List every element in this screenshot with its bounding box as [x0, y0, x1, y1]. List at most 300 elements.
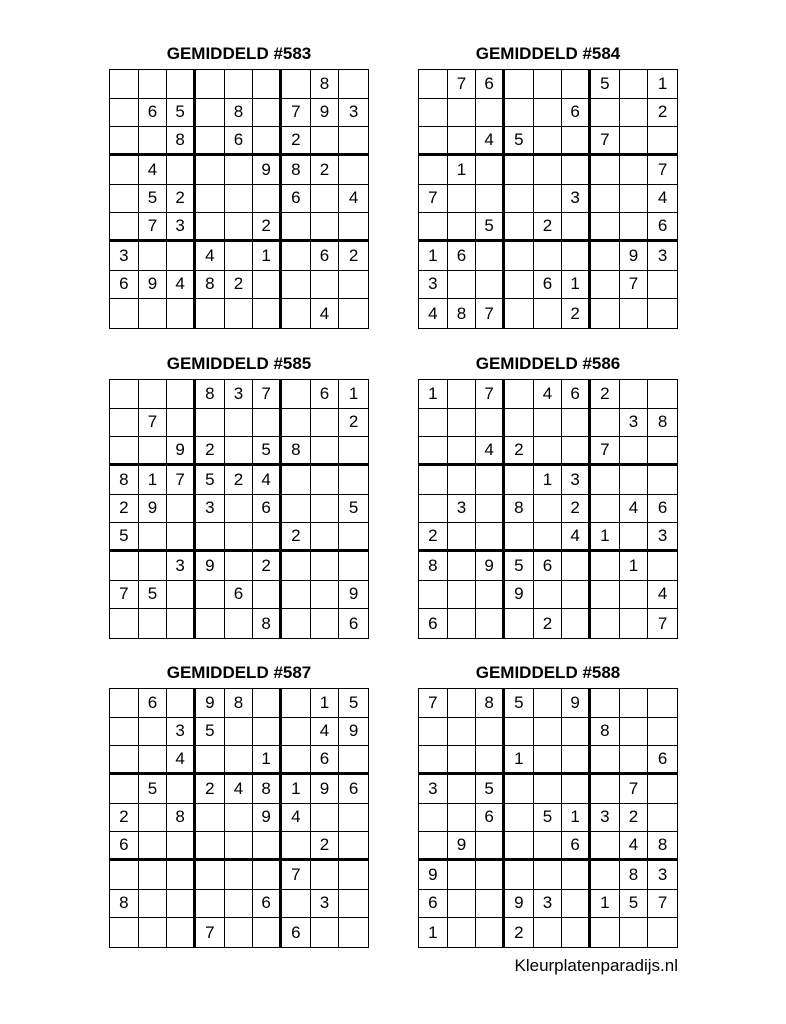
sudoku-cell [562, 242, 591, 271]
sudoku-cell [534, 99, 563, 128]
sudoku-cell [282, 689, 311, 718]
sudoku-cell [648, 466, 677, 495]
sudoku-cell: 3 [648, 523, 677, 552]
sudoku-cell: 6 [648, 213, 677, 242]
sudoku-cell [419, 437, 448, 466]
sudoku-cell: 5 [139, 185, 168, 214]
sudoku-cell [225, 746, 254, 775]
sudoku-cell [225, 70, 254, 99]
sudoku-cell [110, 437, 139, 466]
sudoku-cell: 7 [419, 185, 448, 214]
sudoku-cell [282, 609, 311, 638]
sudoku-cell: 9 [505, 890, 534, 919]
sudoku-cell: 1 [139, 466, 168, 495]
sudoku-cell [620, 185, 649, 214]
sudoku-cell: 2 [110, 804, 139, 833]
sudoku-cell [448, 746, 477, 775]
sudoku-cell: 1 [505, 746, 534, 775]
sudoku-cell [534, 127, 563, 156]
sudoku-cell [139, 832, 168, 861]
sudoku-cell: 6 [648, 495, 677, 524]
sudoku-cell [448, 718, 477, 747]
sudoku-cell [534, 861, 563, 890]
sudoku-cell: 3 [167, 552, 196, 581]
sudoku-cell: 3 [591, 804, 620, 833]
sudoku-cell [505, 409, 534, 438]
sudoku-cell [167, 890, 196, 919]
sudoku-cell: 4 [562, 523, 591, 552]
sudoku-cell [282, 380, 311, 409]
sudoku-cell [448, 409, 477, 438]
sudoku-cell [448, 775, 477, 804]
sudoku-cell [591, 775, 620, 804]
sudoku-cell [448, 271, 477, 300]
sudoku-cell [620, 299, 649, 328]
sudoku-cell: 7 [139, 409, 168, 438]
sudoku-cell [591, 832, 620, 861]
puzzle-title: GEMIDDELD #588 [475, 663, 621, 682]
sudoku-cell [311, 523, 340, 552]
sudoku-cell [311, 804, 340, 833]
sudoku-cell: 6 [253, 495, 282, 524]
sudoku-cell [562, 213, 591, 242]
sudoku-cell [225, 409, 254, 438]
sudoku-cell [253, 581, 282, 610]
sudoku-cell [225, 609, 254, 638]
sudoku-cell [505, 775, 534, 804]
sudoku-cell [620, 581, 649, 610]
sudoku-cell [620, 213, 649, 242]
sudoku-cell [448, 861, 477, 890]
sudoku-cell [110, 99, 139, 128]
sudoku-cell [534, 437, 563, 466]
sudoku-cell: 5 [139, 581, 168, 610]
sudoku-cell: 8 [167, 804, 196, 833]
puzzle-title: GEMIDDELD #587 [166, 663, 312, 682]
sudoku-cell [620, 746, 649, 775]
sudoku-cell [505, 804, 534, 833]
puzzle-title: GEMIDDELD #586 [475, 354, 621, 373]
sudoku-cell: 3 [339, 99, 368, 128]
sudoku-cell [339, 213, 368, 242]
sudoku-cell [419, 495, 448, 524]
sudoku-cell: 4 [476, 127, 505, 156]
sudoku-cell [476, 832, 505, 861]
sudoku-cell [282, 832, 311, 861]
sudoku-cell [139, 70, 168, 99]
sudoku-cell [591, 466, 620, 495]
sudoku-cell [448, 804, 477, 833]
sudoku-cell [167, 156, 196, 185]
sudoku-cell [339, 552, 368, 581]
sudoku-cell: 2 [339, 242, 368, 271]
sudoku-cell [534, 156, 563, 185]
sudoku-cell: 6 [534, 271, 563, 300]
sudoku-cell: 5 [196, 466, 225, 495]
sudoku-cell: 1 [448, 156, 477, 185]
sudoku-cell: 9 [448, 832, 477, 861]
sudoku-cell [648, 299, 677, 328]
sudoku-cell [505, 70, 534, 99]
sudoku-cell [534, 495, 563, 524]
sudoku-cell [448, 552, 477, 581]
sudoku-cell [196, 523, 225, 552]
sudoku-cell [311, 495, 340, 524]
sudoku-cell [534, 746, 563, 775]
sudoku-grid [109, 69, 369, 329]
sudoku-cell [225, 552, 254, 581]
sudoku-grid [418, 379, 678, 639]
sudoku-cell: 3 [648, 861, 677, 890]
sudoku-cell: 6 [253, 890, 282, 919]
sudoku-cell: 4 [339, 185, 368, 214]
sudoku-cell [139, 380, 168, 409]
sudoku-cell: 2 [110, 495, 139, 524]
sudoku-cell [534, 918, 563, 947]
sudoku-cell [110, 213, 139, 242]
sudoku-cell [282, 495, 311, 524]
sudoku-cell: 6 [419, 609, 448, 638]
sudoku-cell [110, 299, 139, 328]
sudoku-cell: 6 [110, 271, 139, 300]
sudoku-cell [591, 609, 620, 638]
sudoku-cell [648, 718, 677, 747]
sudoku-cell: 1 [253, 746, 282, 775]
sudoku-cell [196, 70, 225, 99]
sudoku-cell: 7 [282, 861, 311, 890]
sudoku-cell [225, 832, 254, 861]
sudoku-cell [225, 156, 254, 185]
sudoku-cell [476, 466, 505, 495]
sudoku-cell [505, 523, 534, 552]
sudoku-cell: 3 [419, 775, 448, 804]
sudoku-cell: 8 [419, 552, 448, 581]
sudoku-cell [225, 861, 254, 890]
sudoku-cell: 9 [253, 156, 282, 185]
sudoku-cell [620, 437, 649, 466]
sudoku-cell [505, 99, 534, 128]
sudoku-cell: 6 [225, 127, 254, 156]
sudoku-cell [476, 581, 505, 610]
sudoku-cell: 4 [534, 380, 563, 409]
sudoku-grid [418, 688, 678, 948]
sudoku-cell [339, 127, 368, 156]
sudoku-cell [167, 832, 196, 861]
sudoku-cell: 4 [225, 775, 254, 804]
sudoku-cell: 8 [282, 156, 311, 185]
sudoku-cell [448, 890, 477, 919]
sudoku-cell: 8 [167, 127, 196, 156]
sudoku-cell: 6 [311, 242, 340, 271]
sudoku-cell [196, 890, 225, 919]
sudoku-cell [339, 299, 368, 328]
sudoku-cell: 6 [562, 380, 591, 409]
sudoku-cell [225, 495, 254, 524]
sudoku-cell: 6 [110, 832, 139, 861]
sudoku-cell: 4 [620, 495, 649, 524]
sudoku-cell [476, 718, 505, 747]
sudoku-cell [110, 609, 139, 638]
sudoku-cell: 5 [505, 127, 534, 156]
sudoku-cell [562, 718, 591, 747]
sudoku-cell [505, 299, 534, 328]
sudoku-cell [591, 242, 620, 271]
sudoku-cell [167, 299, 196, 328]
sudoku-cell [591, 299, 620, 328]
sudoku-cell: 1 [419, 242, 448, 271]
sudoku-cell [448, 127, 477, 156]
sudoku-cell [448, 466, 477, 495]
sudoku-cell: 6 [311, 746, 340, 775]
sudoku-cell [448, 380, 477, 409]
sudoku-cell: 3 [311, 890, 340, 919]
sudoku-cell [311, 213, 340, 242]
sudoku-cell: 1 [591, 890, 620, 919]
sudoku-cell [419, 746, 448, 775]
sudoku-cell [225, 890, 254, 919]
sudoku-cell: 2 [253, 552, 282, 581]
sudoku-cell: 9 [311, 99, 340, 128]
sudoku-cell: 7 [591, 127, 620, 156]
sudoku-cell [311, 918, 340, 947]
sudoku-cell: 2 [648, 99, 677, 128]
sudoku-cell: 7 [139, 213, 168, 242]
sudoku-cell [591, 271, 620, 300]
sudoku-cell [448, 523, 477, 552]
sudoku-cell [253, 861, 282, 890]
sudoku-cell: 3 [562, 466, 591, 495]
sudoku-cell [167, 689, 196, 718]
sudoku-cell: 9 [419, 861, 448, 890]
sudoku-cell: 1 [562, 271, 591, 300]
sudoku-cell [620, 156, 649, 185]
sudoku-cell [419, 718, 448, 747]
sudoku-cell: 2 [225, 271, 254, 300]
sudoku-cell: 8 [282, 437, 311, 466]
sudoku-cell [648, 804, 677, 833]
sudoku-cell: 7 [419, 689, 448, 718]
site-credit: Kleurplatenparadijs.nl [514, 956, 678, 975]
sudoku-cell [167, 861, 196, 890]
puzzle-title: GEMIDDELD #585 [166, 354, 312, 373]
sudoku-cell [591, 156, 620, 185]
sudoku-cell: 5 [534, 804, 563, 833]
sudoku-cell [620, 609, 649, 638]
sudoku-cell: 1 [282, 775, 311, 804]
sudoku-cell [419, 409, 448, 438]
sudoku-cell: 6 [282, 185, 311, 214]
sudoku-cell [253, 70, 282, 99]
sudoku-cell: 1 [339, 380, 368, 409]
sudoku-cell [419, 804, 448, 833]
sudoku-cell [196, 127, 225, 156]
sudoku-cell [339, 804, 368, 833]
sudoku-cell [419, 99, 448, 128]
sudoku-cell [167, 409, 196, 438]
sudoku-cell [196, 861, 225, 890]
puzzle-title: GEMIDDELD #583 [166, 44, 312, 63]
sudoku-cell [167, 495, 196, 524]
sudoku-cell: 8 [448, 299, 477, 328]
sudoku-cell: 5 [591, 70, 620, 99]
sudoku-cell [648, 918, 677, 947]
sudoku-cell [419, 127, 448, 156]
sudoku-cell: 8 [311, 70, 340, 99]
sudoku-cell [311, 127, 340, 156]
sudoku-cell [225, 437, 254, 466]
sudoku-cell [448, 689, 477, 718]
sudoku-cell [476, 609, 505, 638]
sudoku-cell: 8 [476, 689, 505, 718]
sudoku-cell [253, 185, 282, 214]
sudoku-cell [505, 718, 534, 747]
sudoku-cell [620, 127, 649, 156]
sudoku-cell [196, 409, 225, 438]
sudoku-cell [448, 213, 477, 242]
sudoku-cell: 6 [476, 804, 505, 833]
sudoku-cell: 9 [253, 804, 282, 833]
sudoku-cell [225, 918, 254, 947]
sudoku-cell: 5 [167, 99, 196, 128]
sudoku-cell: 2 [505, 918, 534, 947]
sudoku-cell [225, 213, 254, 242]
sudoku-cell [196, 581, 225, 610]
sudoku-cell [505, 242, 534, 271]
sudoku-cell [196, 832, 225, 861]
sudoku-cell: 8 [253, 609, 282, 638]
sudoku-cell [648, 380, 677, 409]
sudoku-cell [591, 918, 620, 947]
sudoku-cell [110, 775, 139, 804]
sudoku-cell [505, 271, 534, 300]
sudoku-cell [139, 890, 168, 919]
sudoku-cell: 5 [110, 523, 139, 552]
sudoku-cell [591, 213, 620, 242]
sudoku-cell [282, 271, 311, 300]
sudoku-cell: 5 [620, 890, 649, 919]
sudoku-cell: 6 [419, 890, 448, 919]
sudoku-cell: 9 [196, 552, 225, 581]
sudoku-cell: 5 [339, 689, 368, 718]
sudoku-cell [476, 523, 505, 552]
sudoku-cell [448, 185, 477, 214]
sudoku-cell [282, 213, 311, 242]
sudoku-cell [167, 242, 196, 271]
sudoku-cell: 2 [196, 775, 225, 804]
sudoku-cell: 5 [339, 495, 368, 524]
sudoku-cell: 3 [110, 242, 139, 271]
sudoku-cell [591, 581, 620, 610]
sudoku-cell [339, 890, 368, 919]
sudoku-cell [139, 552, 168, 581]
sudoku-cell [225, 242, 254, 271]
sudoku-cell: 6 [348, 613, 359, 633]
sudoku-cell [139, 299, 168, 328]
sudoku-cell [476, 185, 505, 214]
sudoku-cell [562, 918, 591, 947]
sudoku-cell [476, 156, 505, 185]
sudoku-cell [196, 213, 225, 242]
sudoku-cell [591, 861, 620, 890]
sudoku-cell [139, 437, 168, 466]
sudoku-cell [562, 409, 591, 438]
sudoku-cell [167, 523, 196, 552]
sudoku-cell [253, 523, 282, 552]
sudoku-cell [534, 299, 563, 328]
sudoku-cell [253, 918, 282, 947]
sudoku-cell [562, 861, 591, 890]
sudoku-cell [505, 185, 534, 214]
sudoku-cell: 2 [562, 299, 591, 328]
sudoku-cell: 7 [167, 466, 196, 495]
sudoku-cell [139, 746, 168, 775]
sudoku-cell: 4 [311, 299, 340, 328]
sudoku-cell [139, 127, 168, 156]
sudoku-cell: 2 [419, 523, 448, 552]
sudoku-cell [282, 409, 311, 438]
sudoku-cell [339, 746, 368, 775]
sudoku-cell [282, 299, 311, 328]
sudoku-cell [419, 70, 448, 99]
sudoku-cell: 4 [476, 437, 505, 466]
sudoku-cell [448, 581, 477, 610]
sudoku-cell: 9 [339, 581, 368, 610]
sudoku-grid [109, 688, 369, 948]
sudoku-cell [448, 609, 477, 638]
sudoku-cell: 7 [476, 299, 505, 328]
sudoku-cell: 1 [419, 380, 448, 409]
sudoku-cell [562, 890, 591, 919]
sudoku-cell: 3 [167, 213, 196, 242]
sudoku-cell: 5 [196, 718, 225, 747]
sudoku-cell: 2 [225, 466, 254, 495]
sudoku-cell: 8 [648, 832, 677, 861]
sudoku-cell [196, 99, 225, 128]
sudoku-cell [620, 466, 649, 495]
sudoku-cell: 4 [282, 804, 311, 833]
sudoku-cell: 7 [620, 271, 649, 300]
sudoku-cell: 8 [505, 495, 534, 524]
sudoku-cell: 3 [419, 271, 448, 300]
sudoku-cell [562, 552, 591, 581]
sudoku-cell [591, 99, 620, 128]
sudoku-cell [562, 437, 591, 466]
sudoku-cell [476, 861, 505, 890]
sudoku-cell [620, 380, 649, 409]
sudoku-cell [339, 70, 368, 99]
sudoku-cell [196, 609, 225, 638]
sudoku-cell [505, 832, 534, 861]
sudoku-cell [196, 185, 225, 214]
sudoku-cell [311, 861, 340, 890]
sudoku-cell: 2 [534, 213, 563, 242]
sudoku-cell [139, 242, 168, 271]
sudoku-cell [311, 609, 340, 638]
sudoku-cell [225, 185, 254, 214]
sudoku-cell [419, 156, 448, 185]
sudoku-cell [253, 271, 282, 300]
sudoku-cell: 3 [534, 890, 563, 919]
sudoku-cell [476, 409, 505, 438]
sudoku-cell [139, 861, 168, 890]
sudoku-cell [620, 689, 649, 718]
sudoku-cell: 8 [196, 380, 225, 409]
sudoku-cell: 6 [339, 775, 368, 804]
sudoku-cell [476, 746, 505, 775]
sudoku-cell: 1 [311, 689, 340, 718]
sudoku-cell [167, 70, 196, 99]
sudoku-cell [534, 70, 563, 99]
